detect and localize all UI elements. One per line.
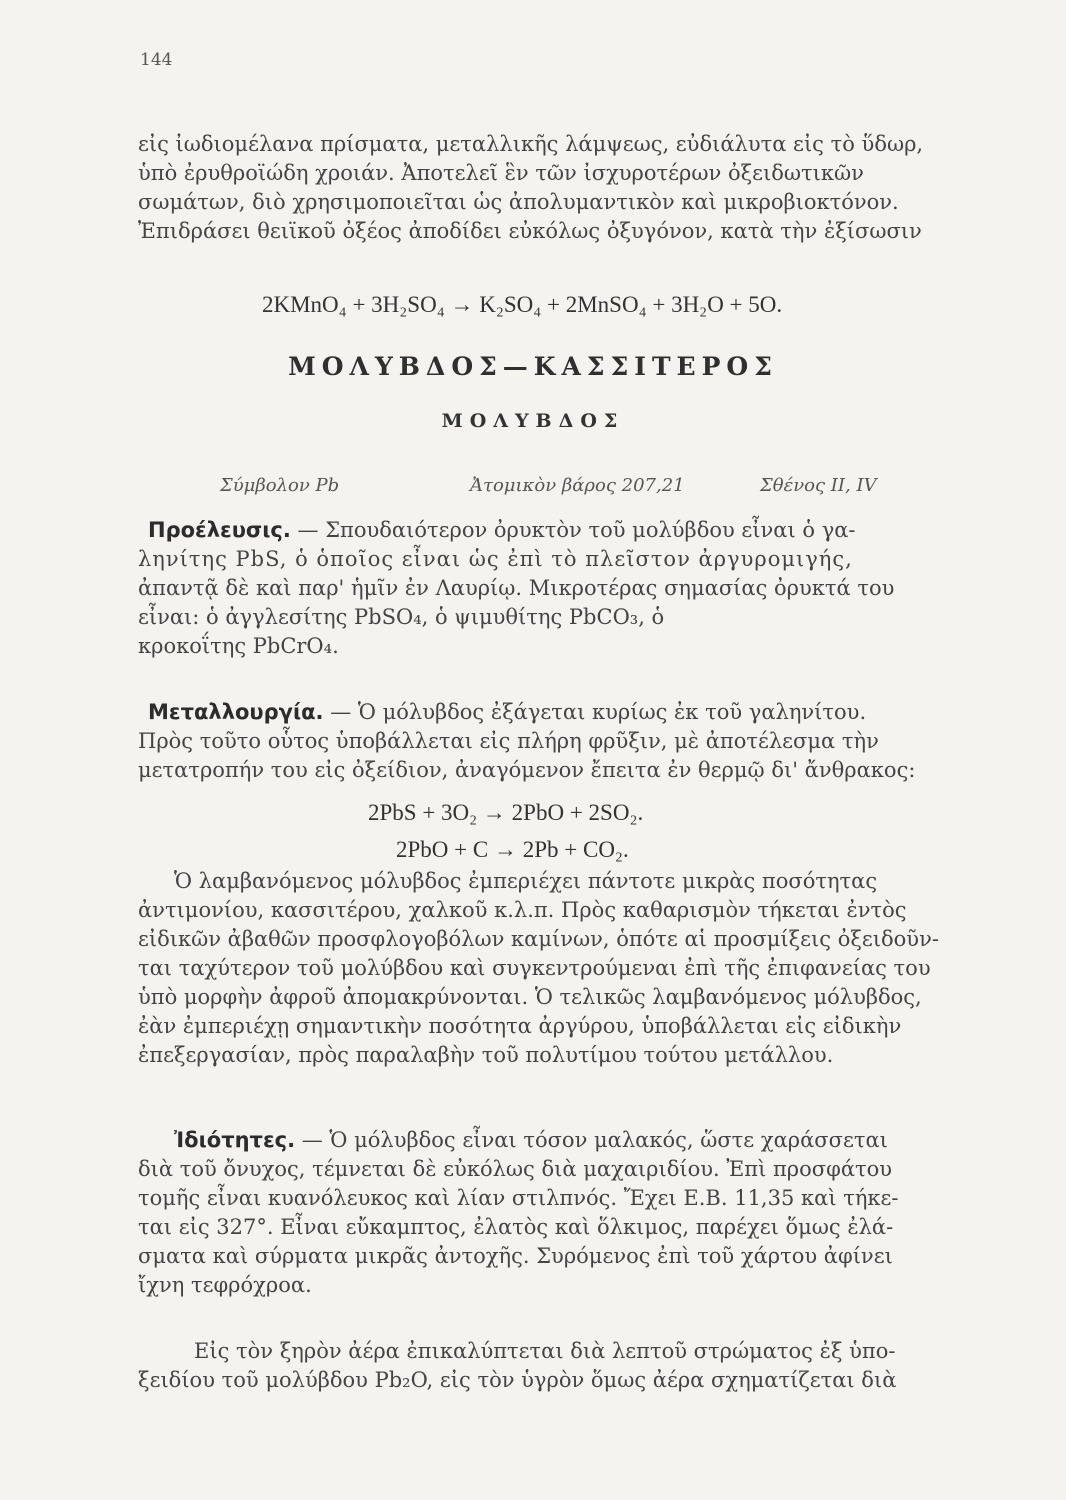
text-line: ται εἰς 327°. Εἶναι εὔκαμπτος, ἐλατὸς καὶ ὅλκιμος, παρέχει ὅμως ἐλά-	[138, 1215, 894, 1239]
text-line: Ἐπιδράσει θειϊκοῦ ὀξέος ἀποδίδει εὐκόλως ὀξυγόνον, κατὰ τὴν ἐξίσωσιν	[138, 219, 922, 243]
text-line: ἐὰν ἐμπεριέχῃ σημαντικὴν ποσότητα ἀργύρου, ὑποβάλλεται εἰς εἰδικὴν	[138, 1014, 902, 1038]
text-line: εἶναι: ὁ ἀγγλεσίτης PbSO₄, ὁ ψιμυθίτης PbCO₃, ὁ	[138, 605, 665, 629]
metallurgy-line: — Ὁ μόλυβδος ἐξάγεται κυρίως ἐκ τοῦ γαληνίτου.	[323, 700, 867, 724]
text-line: ἀντιμονίου, κασσιτέρου, χαλκοῦ κ.λ.π. Πρὸς καθαρισμὸν τήκεται ἐντὸς	[138, 898, 907, 922]
text-line: Ὁ λαμβανόμενος μόλυβδος ἐμπεριέχει πάντοτε μικρὰς ποσότητας	[174, 869, 878, 893]
text-line: σωμάτων, διὸ χρησιμοποιεῖται ὡς ἀπολυμαντικὸν καὶ μικροβιοκτόνον.	[138, 190, 899, 214]
text-line: διὰ τοῦ ὄνυχος, τέμνεται δὲ εὐκόλως διὰ μαχαιριδίου. Ἐπὶ προσφάτου	[138, 1157, 893, 1181]
text-line: ὑπὸ μορφὴν ἀφροῦ ἀπομακρύνονται. Ὁ τελικῶς λαμβανόμενος μόλυβδος,	[138, 985, 922, 1009]
air-paragraph	[138, 1337, 1008, 1395]
origin-line: — Σπουδαιότερον ὀρυκτὸν τοῦ μολύβδου εἶναι ὁ γα-	[290, 518, 856, 542]
section-title: ΜΟΛΥΒΔΟΣ	[441, 410, 625, 432]
properties-heading: Ἰδιότητες.	[174, 1128, 296, 1152]
text-line: Πρὸς τοῦτο οὗτος ὑποβάλλεται εἰς πλήρη φρῦξιν, μὲ ἀποτέλεσμα τὴν	[138, 729, 879, 753]
properties-paragraph	[138, 1126, 1008, 1300]
origin-heading: Προέλευσις.	[148, 518, 291, 542]
metallurgy-paragraph	[138, 698, 1008, 785]
text-line	[138, 516, 1008, 545]
atomic-weight-label: Ἀτομικὸν βάρος 207,21	[470, 475, 685, 496]
intro-paragraph	[138, 130, 1008, 246]
text-line: ξειδίου τοῦ μολύβδου Pb₂O, εἰς τὸν ὑγρὸν ὅμως ἀέρα σχηματίζεται διὰ	[138, 1368, 897, 1392]
text-line: σματα καὶ σύρματα μικρᾶς ἀντοχῆς. Συρόμενος ἐπὶ τοῦ χάρτου ἀφίνει	[138, 1244, 893, 1268]
text-line: ὑπὸ ἐρυθροϊώδη χροιάν. Ἀποτελεῖ ἓν τῶν ἰσχυροτέρων ὀξειδωτικῶν	[138, 161, 864, 185]
valence-label: Σθένος II, IV	[760, 475, 877, 496]
text-line: κροκοΐτης PbCrO₄.	[138, 634, 339, 658]
text-line	[138, 698, 1008, 727]
text-line: Εἰς τὸν ξηρὸν ἀέρα ἐπικαλύπτεται διὰ λεπτοῦ στρώματος ἐξ ὑπο-	[194, 1339, 896, 1363]
text-line: μετατροπήν του εἰς ὀξείδιον, ἀναγόμενον ἔπειτα ἐν θερμῷ δι' ἄνθρακος:	[138, 758, 916, 782]
equation-roasting: 2PbS + 3O₂ → 2PbO + 2SO₂.	[368, 800, 644, 825]
refining-paragraph	[138, 867, 1008, 1070]
text-line: ται ταχύτερον τοῦ μολύβδου καὶ συγκεντρούμεναι ἐπὶ τῆς ἐπιφανείας του	[138, 956, 931, 980]
page-number: 144	[140, 50, 173, 70]
text-line: ἴχνη τεφρόχροα.	[138, 1273, 312, 1297]
text-line: ἐπεξεργασίαν, πρὸς παραλαβὴν τοῦ πολυτίμου τούτου μετάλλου.	[138, 1043, 834, 1067]
origin-paragraph	[138, 516, 1008, 661]
text-line: ληνίτης PbS, ὁ ὁποῖος εἶναι ὡς ἐπὶ τὸ πλεῖστον ἀργυρομιγής,	[138, 547, 853, 571]
text-line: ἀπαντᾷ δὲ καὶ παρ' ἡμῖν ἐν Λαυρίῳ. Μικροτέρας σημασίας ὀρυκτά του	[138, 576, 895, 600]
text-line	[138, 1126, 1008, 1155]
text-line: τομῆς εἶναι κυανόλευκος καὶ λίαν στιλπνός. Ἔχει Ε.Β. 11,35 καὶ τήκε-	[138, 1186, 899, 1210]
equation-permanganate: 2KMnO₄ + 3H₂SO₄ → K₂SO₄ + 2MnSO₄ + 3H₂O + 5O.	[262, 292, 783, 317]
chapter-title: ΜΟΛΥΒΔΟΣ—ΚΑΣΣΙΤΕΡΟΣ	[288, 352, 778, 381]
properties-line: — Ὁ μόλυβδος εἶναι τόσον μαλακός, ὥστε χαράσσεται	[295, 1128, 888, 1152]
equation-reduction: 2PbO + C → 2Pb + CO₂.	[396, 837, 629, 862]
text-line: εἰδικῶν ἀβαθῶν προσφλογοβόλων καμίνων, ὁπότε αἱ προσμίξεις ὀξειδοῦν-	[138, 927, 939, 951]
symbol-label: Σύμβολον Pb	[220, 475, 340, 496]
text-line: εἰς ἰωδιομέλανα πρίσματα, μεταλλικῆς λάμψεως, εὐδιάλυτα εἰς τὸ ὕδωρ,	[138, 132, 924, 156]
metallurgy-heading: Μεταλλουργία.	[148, 700, 324, 724]
